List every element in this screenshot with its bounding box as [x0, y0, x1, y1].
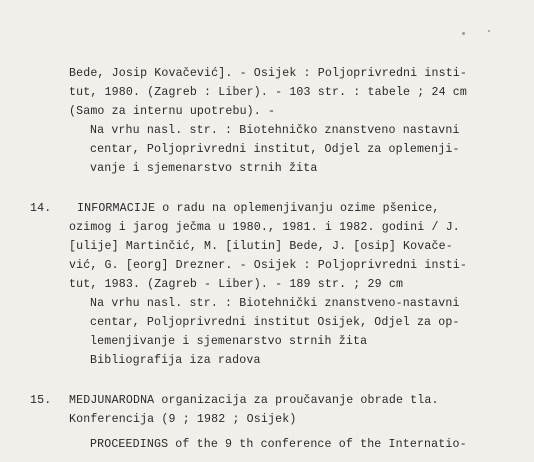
- entry-15-line-2: Konferencija (9 ; 1982 ; Osijek): [69, 413, 297, 426]
- entry-14-line-2: ozimog i jarog ječma u 1980., 1981. i 1982. godini / J.: [69, 221, 460, 234]
- entry-prev-note-1: Na vrhu nasl. str. : Biotehničko znanstveno nastavni: [90, 124, 460, 137]
- entry-14-note-1: Na vrhu nasl. str. : Biotehnički znanstveno-nastavni: [90, 297, 460, 310]
- entry-14-line-1: INFORMACIJE o radu na oplemenjivanju ozime pšenice,: [77, 202, 440, 215]
- entry-14-number: 14.: [30, 202, 52, 215]
- entry-prev-note-2: centar, Poljoprivredni institut, Odjel za oplemenji-: [90, 143, 460, 156]
- entry-15-note-1: PROCEEDINGS of the 9 th conference of the Internatio-: [90, 438, 467, 451]
- entry-14-note-3: lemenjivanje i sjemenarstvo strnih žita: [90, 335, 368, 348]
- entry-14-line-5: tut, 1983. (Zagreb - Liber). - 189 str. ; 29 cm: [69, 278, 404, 291]
- entry-15-line-1: MEDJUNARODNA organizacija za proučavanje obrade tla.: [69, 394, 439, 407]
- entry-prev-line-1: Bede, Josip Kovačević]. - Osijek : Poljoprivredni insti-: [69, 67, 468, 80]
- entry-14-line-3: [ulije] Martinčić, M. [ilutin] Bede, J. [osip] Kovače-: [69, 240, 453, 253]
- entry-prev-line-2: tut, 1980. (Zagreb : Liber). - 103 str. : tabele ; 24 cm: [69, 86, 468, 99]
- scan-speck: [488, 30, 490, 32]
- scan-speck: [462, 32, 465, 35]
- entry-14-line-4: vić, G. [eorg] Drezner. - Osijek : Poljoprivredni insti-: [69, 259, 468, 272]
- entry-prev-note-3: vanje i sjemenarstvo strnih žita: [90, 162, 318, 175]
- entry-prev-line-3: (Samo za internu upotrebu). -: [69, 105, 276, 118]
- entry-14-note-2: centar, Poljoprivredni institut Osijek, Odjel za op-: [90, 316, 460, 329]
- entry-15-number: 15.: [30, 394, 52, 407]
- entry-14-note-4: Bibliografija iza radova: [90, 354, 261, 367]
